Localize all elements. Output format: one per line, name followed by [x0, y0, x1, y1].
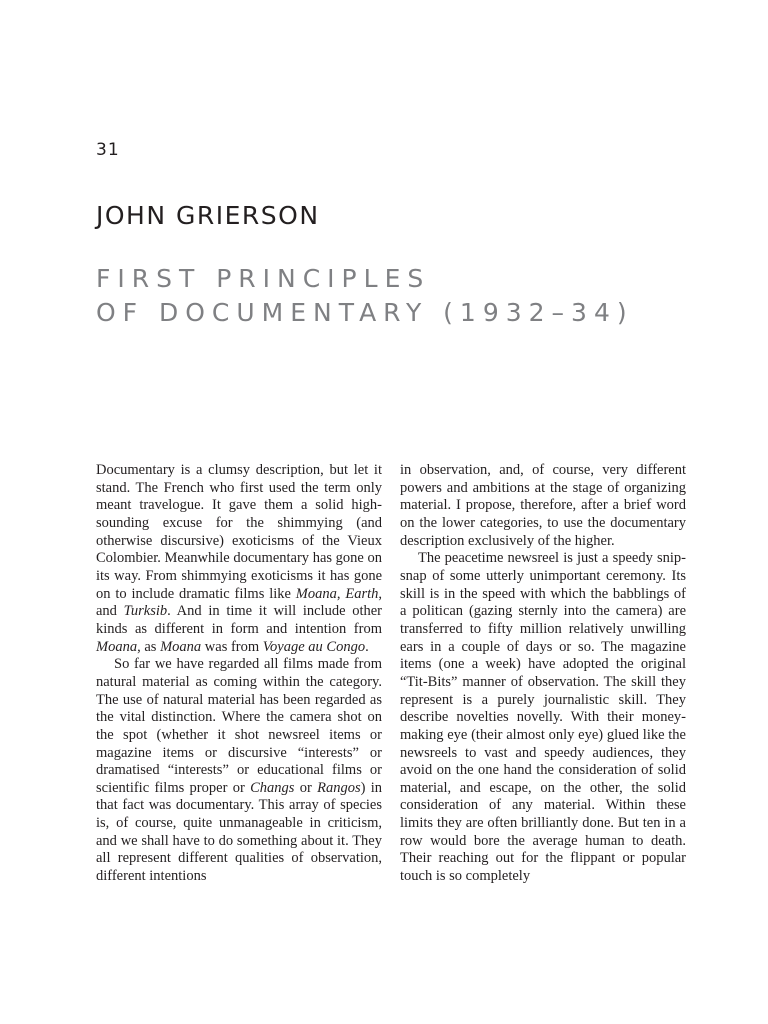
text-column-left — [96, 462, 382, 886]
text-run: . And in time it will include other kinds as different in form and intention from — [96, 603, 382, 637]
author-name: JOHN GRIERSON — [96, 201, 320, 230]
chapter-title-line-2: OF DOCUMENTARY (1932–34) — [96, 298, 634, 327]
text-run: , as — [137, 638, 161, 655]
text-run: , and — [96, 585, 382, 620]
text-run: was from — [201, 638, 263, 655]
chapter-number: 31 — [96, 140, 120, 160]
film-title: Earth — [345, 585, 379, 602]
text-column-right — [400, 462, 686, 886]
text-run: or — [294, 779, 318, 796]
film-title: Moana — [295, 585, 337, 602]
paragraph: The peacetime newsreel is just a speedy snip-snap of some utterly unimportant ceremony. Its skill is in the speed with which the babblings of a politican (gazing sternly into the camera) are transferred to fifty million relatively unwilling ears in a couple of days or so. The magazine items (one a week) have adopted the original “Tit-Bits” manner of observation. The skill they represent is a purely journalistic skill. They describe novelties novelly. With their money-making eye (their almost only eye) glued like the newsreels to vast and speedy audiences, they avoid on the one hand the consideration of solid material, and escape, on the other, the solid consideration of any material. Within these limits they are often brilliantly done. But ten in a row would bore the average human to death. Their reaching out for the flippant or popular touch is so completely — [400, 550, 686, 885]
text-run: So far we have regarded all films made from natural material as coming within the category. The use of natural material has been regarded as the vital distinction. Where the camera shot on the spot (whether it shot newsreel items or magazine items or discursive “interests” or dramatised “interests” or educational films or scientific films proper or — [96, 656, 382, 796]
film-title: Moana — [160, 638, 202, 655]
film-title: Turksib — [123, 603, 168, 620]
text-run: . — [365, 638, 369, 655]
film-title: Rangos — [317, 779, 361, 796]
paragraph: in observation, and, of course, very different powers and ambitions at the stage of organizing material. I propose, therefore, after a brief word on the lower categories, to use the documentary description exclusively of the higher. — [400, 462, 686, 549]
film-title: Moana — [96, 638, 138, 655]
text-run: , — [336, 585, 346, 602]
text-run: Documentary is a clumsy description, but let it stand. The French who first used the term only meant travelogue. It gave them a solid high-sounding excuse for the shimmying (and otherwise discursive) exoticisms of the Vieux Colombier. Meanwhile documentary has gone on its way. From shimmying exoticisms it has gone on to include dramatic films like — [96, 462, 382, 602]
text-run: ) in that fact was documentary. This array of species is, of course, quite unmanageable in criticism, and we shall have to do something about it. They all represent different qualities of observation, different intentions — [96, 779, 383, 885]
film-title: Changs — [250, 779, 295, 796]
chapter-title-line-1: FIRST PRINCIPLES — [96, 264, 431, 293]
paragraph — [96, 462, 382, 656]
chapter-title — [96, 262, 634, 330]
film-title: Voyage au Congo — [262, 638, 366, 655]
paragraph — [96, 656, 382, 886]
